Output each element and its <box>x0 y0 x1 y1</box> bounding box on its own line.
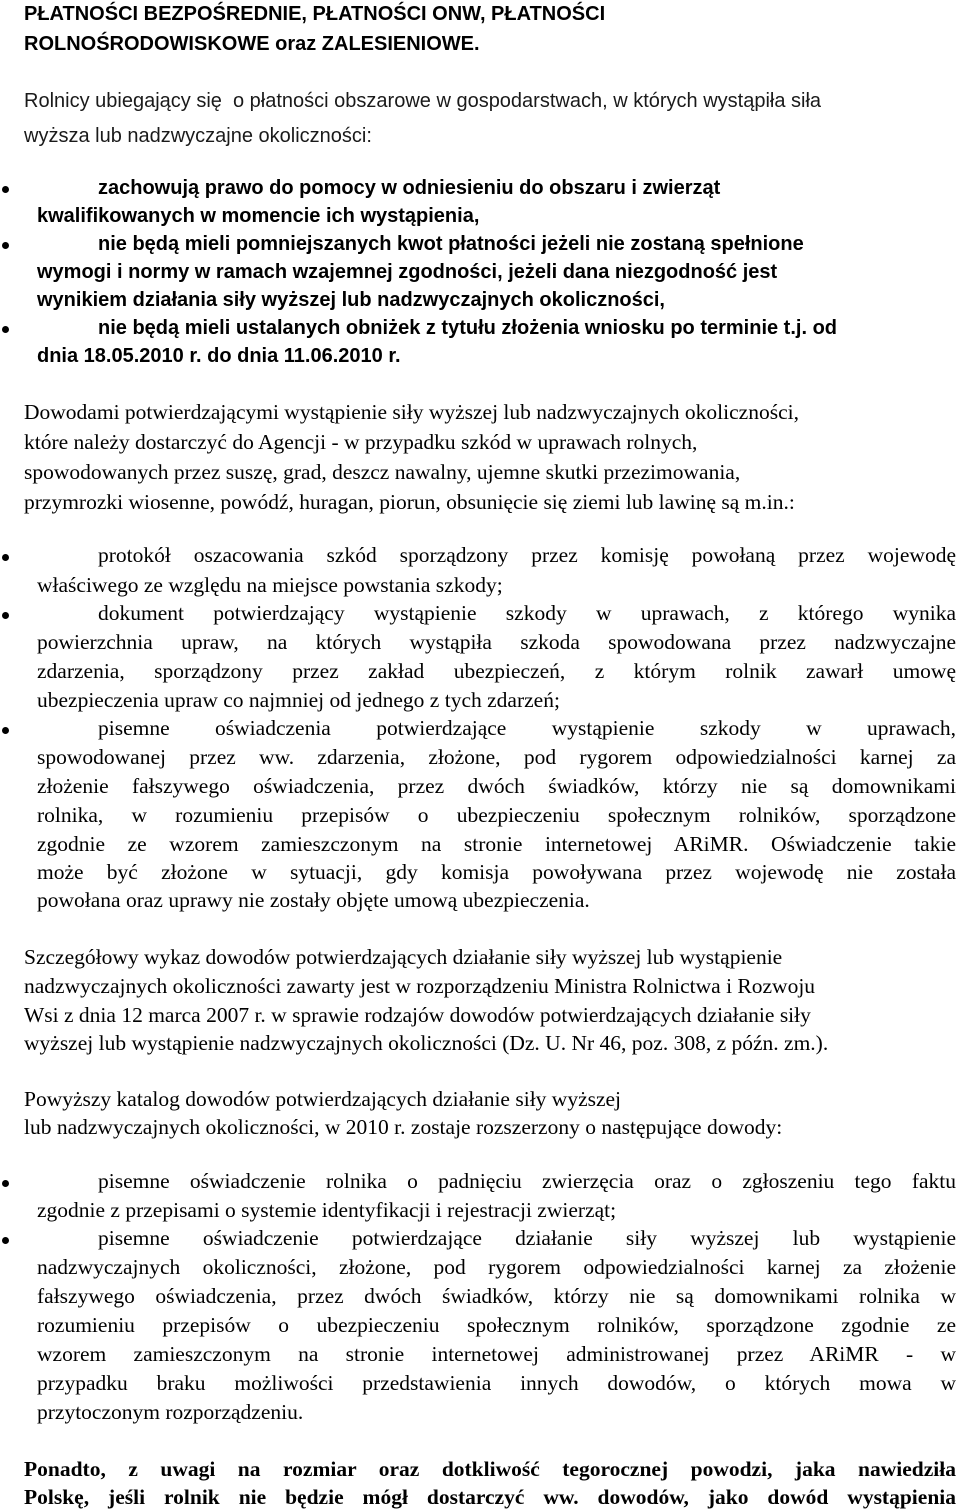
list2-item-2-line-4: ubezpieczenia upraw co najmniej od jednego z tych zdarzeń; <box>37 688 560 712</box>
list3-item-2-line-3: fałszywego oświadczenia, przez dwóch świadków, którzy nie są domownikami rolnika w <box>37 1284 956 1308</box>
list1-item-3-line-1: nie będą mieli ustalanych obniżek z tytułu złożenia wniosku po terminie t.j. od <box>98 317 838 339</box>
detail-line-3: Wsi z dnia 12 marca 2007 r. w sprawie rodzajów dowodów potwierdzających działanie siły <box>24 1003 811 1027</box>
bullet-icon <box>2 326 9 333</box>
evidence-intro-line-3: spowodowanych przez suszę, grad, deszcz nawalny, ujemne skutki przezimowania, <box>24 460 741 484</box>
evidence-intro-line-2: które należy dostarczyć do Agencji - w przypadku szkód w uprawach rolnych, <box>24 430 698 454</box>
list2-item-3-line-4: rolnika, w rozumieniu przepisów o ubezpieczeniu społecznym rolników, sporządzone <box>37 803 956 827</box>
bullet-icon <box>2 727 9 734</box>
list1-item-1-line-1: zachowują prawo do pomocy w odniesieniu do obszaru i zwierząt <box>98 177 721 199</box>
list2-item-3-line-1: pisemne oświadczenia potwierdzające wystąpienie szkody w uprawach, <box>98 716 956 740</box>
detail-line-2: nadzwyczajnych okoliczności zawarty jest w rozporządzeniu Ministra Rolnictwa i Rozwoju <box>24 974 816 998</box>
list1-item-1-line-2: kwalifikowanych w momencie ich wystąpienia, <box>37 205 480 227</box>
catalog-line-1: Powyższy katalog dowodów potwierdzających działanie siły wyższej <box>24 1087 622 1111</box>
list1-item-2-line-2: wymogi i normy w ramach wzajemnej zgodności, jeżeli dana niezgodność jest <box>37 261 778 283</box>
list2-item-3-line-3: złożenie fałszywego oświadczenia, przez dwóch świadków, którzy nie są domownikami <box>37 774 956 798</box>
list2-item-2-line-3: zdarzenia, sporządzony przez zakład ubezpieczeń, z którym rolnik zawarł umowę <box>37 659 956 683</box>
list1-item-2-line-3: wynikiem działania siły wyższej lub nadzwyczajnych okoliczności, <box>37 289 665 311</box>
list2-item-1-line-2: właściwego ze względu na miejsce powstania szkody; <box>37 573 503 597</box>
list1-item-3-line-2: dnia 18.05.2010 r. do dnia 11.06.2010 r. <box>37 345 401 367</box>
evidence-intro-line-4: przymrozki wiosenne, powódź, huragan, piorun, obsunięcie się ziemi lub lawinę są m.in.: <box>24 490 795 514</box>
list3-item-2-line-5: wzorem zamieszczonym na stronie internetowej administrowanej przez ARiMR - w <box>37 1342 956 1366</box>
heading-line-1: PŁATNOŚCI BEZPOŚREDNIE, PŁATNOŚCI ONW, PŁATNOŚCI <box>24 3 606 25</box>
detail-line-1: Szczegółowy wykaz dowodów potwierdzających działanie siły wyższej lub wystąpienie <box>24 945 783 969</box>
list2-item-3-line-7: powołana oraz uprawy nie zostały objęte umową ubezpieczenia. <box>37 888 590 912</box>
list2-item-1-line-1: protokół oszacowania szkód sporządzony przez komisję powołaną przez wojewodę <box>98 543 956 567</box>
list2-item-3-line-2: spowodowanej przez ww. zdarzenia, złożone, pod rygorem odpowiedzialności karnej za <box>37 745 956 769</box>
bullet-icon <box>2 242 9 249</box>
closing-line-2: Polskę, jeśli rolnik nie będzie mógł dostarczyć ww. dowodów, jako dowód wystąpienia <box>24 1485 956 1509</box>
list2-item-2-line-2: powierzchnia upraw, na których wystąpiła szkoda spowodowana przez nadzwyczajne <box>37 630 956 654</box>
heading-line-2: ROLNOŚRODOWISKOWE oraz ZALESIENIOWE. <box>24 33 480 55</box>
list3-item-2-line-6: przypadku braku możliwości przedstawienia innych dowodów, o których mowa w <box>37 1371 956 1395</box>
bullet-icon <box>2 554 9 561</box>
bullet-icon <box>2 1237 9 1244</box>
detail-line-4: wyższej lub wystąpienie nadzwyczajnych okoliczności (Dz. U. Nr 46, poz. 308, z późn. zm.). <box>24 1031 829 1055</box>
list3-item-2-line-4: rozumieniu przepisów o ubezpieczeniu społecznym rolników, sporządzone zgodnie ze <box>37 1313 956 1337</box>
evidence-intro-line-1: Dowodami potwierdzającymi wystąpienie siły wyższej lub nadzwyczajnych okoliczności, <box>24 400 799 424</box>
list3-item-2-line-1: pisemne oświadczenie potwierdzające działanie siły wyższej lub wystąpienie <box>98 1226 956 1250</box>
catalog-line-2: lub nadzwyczajnych okoliczności, w 2010 r. zostaje rozszerzony o następujące dowody: <box>24 1115 783 1139</box>
list3-item-1-line-1: pisemne oświadczenie rolnika o padnięciu zwierzęcia oraz o zgłoszeniu tego faktu <box>98 1169 956 1193</box>
bullet-icon <box>2 612 9 619</box>
list3-item-2-line-2: nadzwyczajnych okoliczności, złożone, pod rygorem odpowiedzialności karnej za złożenie <box>37 1255 956 1279</box>
intro-line-2: wyższa lub nadzwyczajne okoliczności: <box>24 125 372 147</box>
intro-line-1: Rolnicy ubiegający się o płatności obszarowe w gospodarstwach, w których wystąpiła siła <box>24 90 822 112</box>
closing-line-1: Ponadto, z uwagi na rozmiar oraz dotkliwość tegorocznej powodzi, jaka nawiedziła <box>24 1457 956 1481</box>
list3-item-1-line-2: zgodnie z przepisami o systemie identyfikacji i rejestracji zwierząt; <box>37 1198 617 1222</box>
list3-item-2-line-7: przytoczonym rozporządzeniu. <box>37 1400 304 1424</box>
list1-item-2-line-1: nie będą mieli pomniejszanych kwot płatności jeżeli nie zostaną spełnione <box>98 233 804 255</box>
list2-item-3-line-6: może być złożone w sytuacji, gdy komisja powoływana przez wojewodę nie została <box>37 860 956 884</box>
list2-item-2-line-1: dokument potwierdzający wystąpienie szkody w uprawach, z którego wynika <box>98 601 956 625</box>
list2-item-3-line-5: zgodnie ze wzorem zamieszczonym na stronie internetowej ARiMR. Oświadczenie takie <box>37 832 956 856</box>
bullet-icon <box>2 1180 9 1187</box>
bullet-icon <box>2 186 9 193</box>
